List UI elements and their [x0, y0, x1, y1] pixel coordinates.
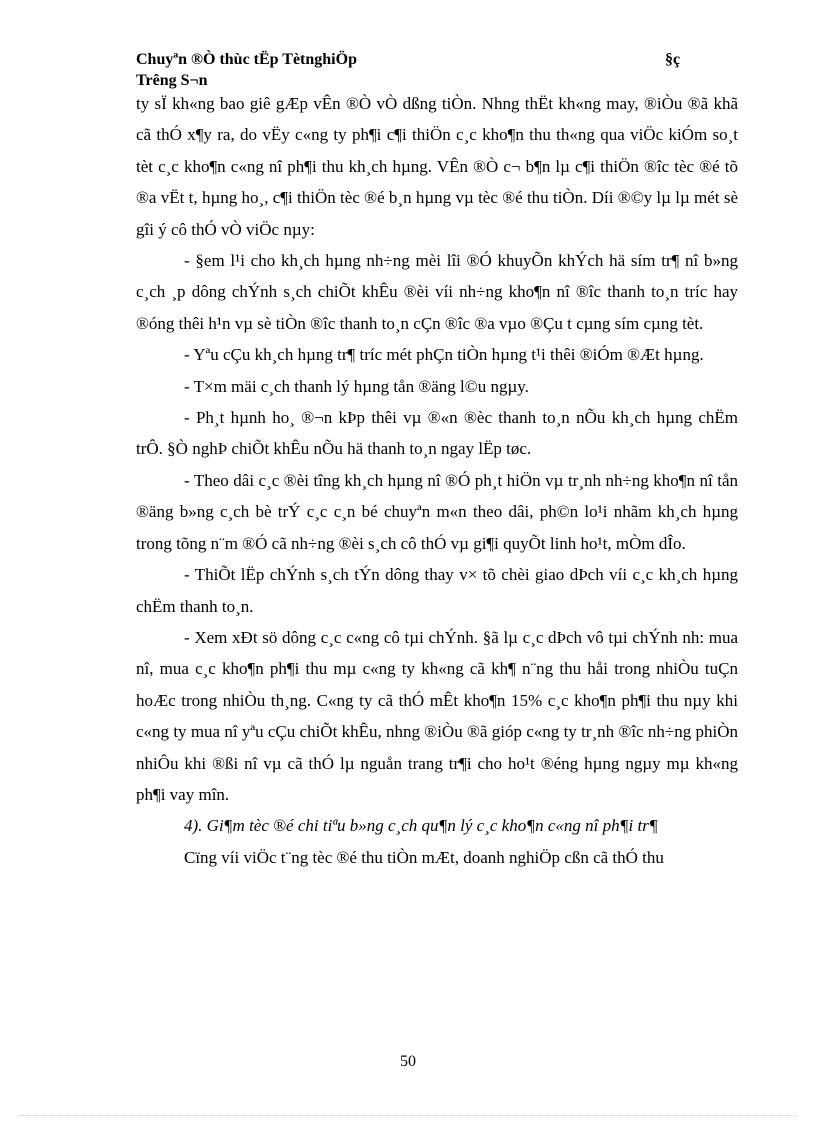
- paragraph: ty sÏ kh«ng bao giê gÆp vÊn ®Ò vÒ dßng tiÒn. Nhng thËt kh«ng may, ®iÒu ®ã khã cã thÓ x¶y ra, do vËy c«ng ty ph¶i c¶i thiÖn c¸c kho¶n thu th«ng qua viÖc kiÓm so¸t tèt c¸c kho¶n c«ng nî ph¶i thu kh¸ch hµng. VÊn ®Ò c¬ b¶n lµ c¶i thiÖn ®îc tèc ®é tõ ®a vËt t, hµng ho¸, c¶i thiÖn tèc ®é b¸n hµng vµ tèc ®é thu tiÒn. Díi ®©y lµ lµ mét sè gîi ý cô thÓ vÒ viÖc nµy:: [136, 94, 738, 239]
- paragraph: - Xem xÐt sö dông c¸c c«ng cô tµi chÝnh. §ã lµ c¸c dÞch vô tµi chÝnh nh: mua nî, mua c¸c kho¶n ph¶i thu mµ c«ng ty kh«ng cã kh¶ n¨ng thu håi trong nhiÒu tuÇn hoÆc trong nhiÒu th¸ng. C«ng ty cã thÓ mÊt kho¶n 15% c¸c kho¶n ph¶i thu nµy khi c«ng ty mua nî yªu cÇu chiÕt khÊu, nhng ®iÒu ®ã gióp c«ng ty tr¸nh ®îc nh÷ng phiÒn nhiÔu khi ®ßi nî vµ cã thÓ lµ nguån trang tr¶i cho ho¹t ®éng hµng ngµy mµ kh«ng ph¶i vay mîn.: [136, 627, 738, 804]
- page-number: 50: [400, 1053, 416, 1070]
- paragraph: - T×m mäi c¸ch thanh lý hµng tån ®äng l©u ngµy.: [184, 376, 529, 396]
- page-bottom-divider: [20, 1115, 796, 1116]
- paragraph: - Theo dâi c¸c ®èi tîng kh¸ch hµng nî ®Ó ph¸t hiÖn vµ tr¸nh nh÷ng kho¶n nî tån ®äng b»ng c¸ch bè trÝ c¸c c¸n bé chuyªn m«n theo dâi, ph©n lo¹i nhãm kh¸ch hµng trong tõng n¨m ®Ó cã nh÷ng ®èi s¸ch cô thÓ vµ gi¶i quyÕt linh ho¹t, mÒm dÎo.: [136, 470, 738, 553]
- paragraph: - ThiÕt lËp chÝnh s¸ch tÝn dông thay v× tõ chèi giao dÞch víi c¸c kh¸ch hµng chËm thanh to¸n.: [136, 565, 738, 616]
- paragraph: Cïng víi viÖc t¨ng tèc ®é thu tiÒn mÆt, doanh nghiÖp cßn cã thÓ thu: [184, 847, 664, 867]
- paragraph: - Yªu cÇu kh¸ch hµng tr¶ tríc mét phÇn tiÒn hµng t¹i thêi ®iÓm ®Æt hµng.: [184, 345, 704, 365]
- header-title: Chuyªn ®Ò thùc tËp TètnghiÖp: [136, 51, 357, 68]
- section-heading: 4). Gi¶m tèc ®é chi tiªu b»ng c¸ch qu¶n lý c¸c kho¶n c«ng nî ph¶i tr¶: [184, 816, 658, 836]
- body-text: [136, 88, 738, 873]
- paragraph: - Ph¸t hµnh ho¸ ®¬n kÞp thêi vµ ®«n ®èc thanh to¸n nÕu kh¸ch hµng chËm trÔ. §Ò nghÞ chiÕt khÊu nÕu hä thanh to¸n ngay lËp tøc.: [136, 408, 738, 459]
- header-mark: §ç: [665, 51, 681, 68]
- paragraph: - §em l¹i cho kh¸ch hµng nh÷ng mèi lîi ®Ó khuyÕn khÝch hä sím tr¶ nî b»ng c¸ch ¸p dông chÝnh s¸ch chiÕt khÊu ®èi víi nh÷ng kho¶n nî ®îc thanh to¸n tríc hay ®óng thêi h¹n vµ sè tiÒn ®îc thanh to¸n cÇn ®îc ®a vµo ®Çu t cµng sím cµng tèt.: [136, 251, 738, 333]
- header-author: Trêng S¬n: [136, 72, 208, 89]
